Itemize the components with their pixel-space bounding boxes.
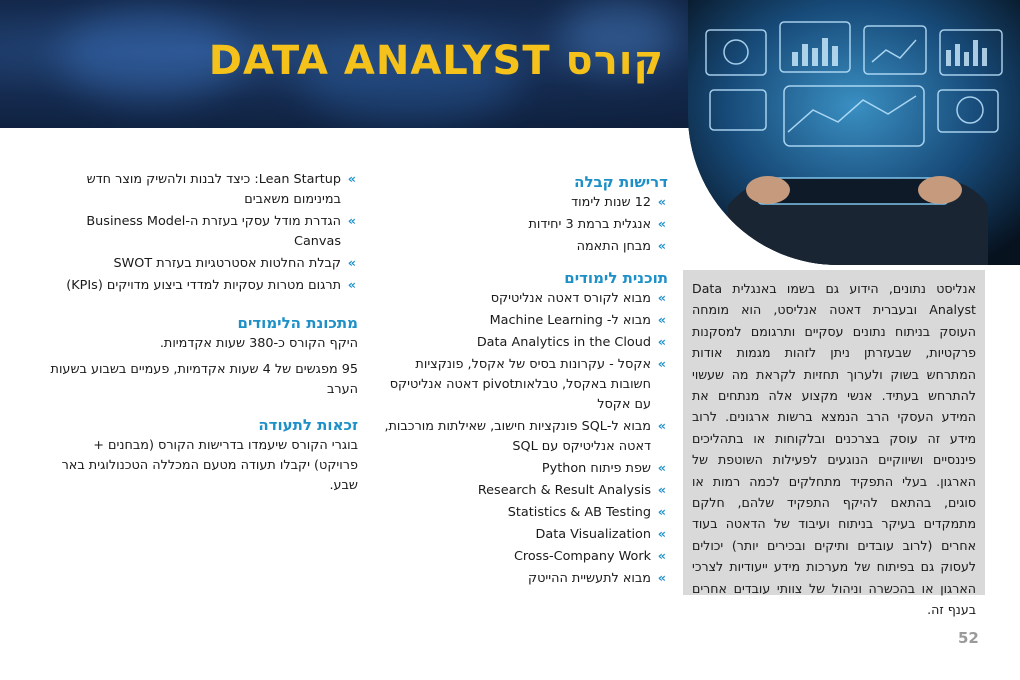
list-item: » 12 שנות לימוד (378, 193, 668, 213)
topics-list (50, 170, 358, 296)
middle-column (378, 171, 668, 591)
list-item: » אקסל - עקרונות בסיס של אקסל, פונקציות חשובות באקסל, טבלאותpivot דאטה אנליטיקס עם אקסל (378, 355, 668, 415)
list-item: » קבלת החלטות אסטרטגיות בעזרת SWOT (50, 254, 358, 274)
format-line: היקף הקורס כ-380 שעות אקדמיות. (159, 336, 358, 351)
list-item: » מבוא ל-SQL פונקציות חישוב, שאילתות מורכבות, דאטה אנליטיקס עם SQL (378, 417, 668, 457)
list-item: » שפת פיתוח Python (378, 459, 668, 479)
list-item: » Statistics & AB Testing (378, 503, 668, 523)
list-item: » Lean Startup: כיצד לבנות ולהשיק מוצר חדש במינימום משאבים (50, 170, 358, 210)
curriculum-list (378, 289, 668, 589)
curriculum-heading: תוכנית לימודים (564, 269, 668, 287)
requirements-list (378, 193, 668, 257)
list-item: » מבוא לקורס דאטה אנליטיקס (378, 289, 668, 309)
analytics-photo (688, 0, 1020, 265)
list-item: » Cross-Company Work (378, 547, 668, 567)
format-line: 95 מפגשים של 4 שעות אקדמיות, פעמיים בשבוע בשעות הערב (50, 362, 358, 397)
page-number: 52 (958, 629, 979, 647)
list-item: » הגדרת מודל עסקי בעזרת ה-Business Model Canvas (50, 212, 358, 252)
list-item: » תרגום מטרות עסקיות למדדי ביצוע מדויקים (KPIs) (50, 276, 358, 296)
intro-text: אנליסט נתונים, הידוע גם בשמו באנגלית Data Analyst ובעברית דאטה אנליסט, הוא מומחה העוסק בניתוח נתונים עסקיים ותרגומם למסקנות פרקטיות, שבעזרתן ניתן לזהות מגמות אודות המתרחש בשוק ולערוך תחזיות לקראת מה שעשוי להתרחש בעתיד. אנשי מקצוע אלה מנתחים את המידע העסקי הרב הנמצא ברשות ארגונים. לרוב מידע זה עוסק בצרכנים ובלקוחות או בתהליכים פיננסיים ושיווקיים הנוגעים לפעילות השוטפת של הארגון. בעלי התפקיד מתחלקים לכמה רמות או סוגים, בהתאם להיקף התפקיד שלהם, חלקם מתמקדים בעיקר בניתוח ועיבוד של הדאטה בעוד אחרים (לרוב עובדים ותיקים ובכירים יותר) יכולים לעסוק גם בפיתוח של מערכות מידע ייעודיות לצרכי הארגון או בהכשרה וניהול של צוותי עובדים אחרים בענף זה. (692, 281, 976, 618)
list-item: » Research & Result Analysis (378, 481, 668, 501)
list-item: » מבוא ל- Machine Learning (378, 311, 668, 331)
format-heading: מתכונת הלימודים (237, 314, 358, 332)
list-item: » מבוא לתעשיית ההייטק (378, 569, 668, 589)
page-title: קורס DATA ANALYST (208, 38, 664, 84)
intro-box (683, 270, 985, 618)
requirements-heading: דרישות קבלה (574, 173, 668, 191)
list-item: » מבחן התאמה (378, 237, 668, 257)
list-item: » אנגלית ברמת 3 יחידות (378, 215, 668, 235)
certificate-text: בוגרי הקורס שיעמדו בדרישות הקורס (מבחנים + פרויקט) יקבלו תעודה מטעם המכללה הטכנולוגית באר שבע. (61, 438, 358, 493)
list-item: » Data Analytics in the Cloud (378, 333, 668, 353)
left-column (50, 170, 358, 502)
list-item: » Data Visualization (378, 525, 668, 545)
certificate-heading: זכאות לתעודה (258, 416, 358, 434)
